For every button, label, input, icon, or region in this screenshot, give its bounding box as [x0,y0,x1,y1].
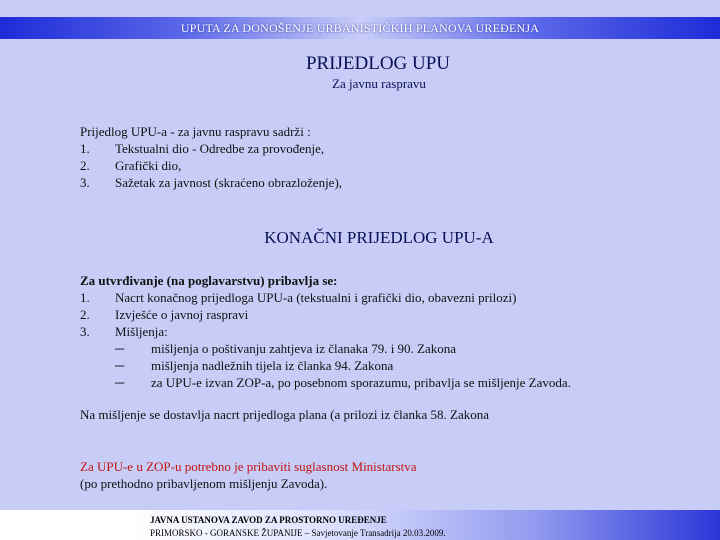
dash-bullet-icon: ─ [115,341,125,356]
dash-bullet-icon: ─ [115,358,125,373]
footer-institution: JAVNA USTANOVA ZAVOD ZA PROSTORNO UREĐENJE [150,515,387,525]
notice-continuation: (po prethodno pribavljenom mišljenju Zavoda). [80,476,328,491]
list-item-number: 2. [80,158,90,173]
dash-bullet-icon: ─ [115,375,125,390]
section1-intro: Prijedlog UPU-a - za javnu raspravu sadrži : [80,124,311,139]
list-item-text: Izvješće o javnoj raspravi [115,307,249,322]
list-item-number: 1. [80,290,90,305]
list-item-text: Grafički dio, [115,158,182,173]
note-text: Na mišljenje se dostavlja nacrt prijedloga plana (a prilozi iz članka 58. Zakona [80,407,489,422]
red-notice: Za UPU-e u ZOP-u potrebno je pribaviti suglasnost Ministarstva [80,459,417,474]
list-item-number: 2. [80,307,90,322]
section2-lead: Za utvrđivanje (na poglavarstvu) pribavlja se: [80,273,338,288]
list-item-text: Mišljenja: [115,324,168,339]
sublist-item-text: za UPU-e izvan ZOP-a, po posebnom sporazumu, pribavlja se mišljenje Zavoda. [151,375,571,390]
header-title: UPUTA ZA DONOŠENJE URBANISTIČKIH PLANOVA UREĐENJA [180,21,540,35]
list-item-text: Tekstualni dio - Odredbe za provođenje, [115,141,325,156]
footer-event: PRIMORSKO - GORANSKE ŽUPANIJE – Savjetovanje Transadrija 20.03.2009. [150,528,446,538]
page-title: PRIJEDLOG UPU [305,53,451,74]
list-item-text: Nacrt konačnog prijedloga UPU-a (tekstualni i grafički dio, obavezni prilozi) [115,290,517,305]
section2-heading: KONAČNI PRIJEDLOG UPU-A [264,228,494,247]
page-subtitle: Za javnu raspravu [332,76,426,91]
sublist-item-text: mišljenja nadležnih tijela iz članka 94. Zakona [151,358,394,373]
list-item-number: 3. [80,175,90,190]
list-item-number: 3. [80,324,90,339]
list-item-text: Sažetak za javnost (skraćeno obrazloženje), [115,175,343,190]
sublist-item-text: mišljenja o poštivanju zahtjeva iz članaka 79. i 90. Zakona [151,341,457,356]
list-item-number: 1. [80,141,90,156]
